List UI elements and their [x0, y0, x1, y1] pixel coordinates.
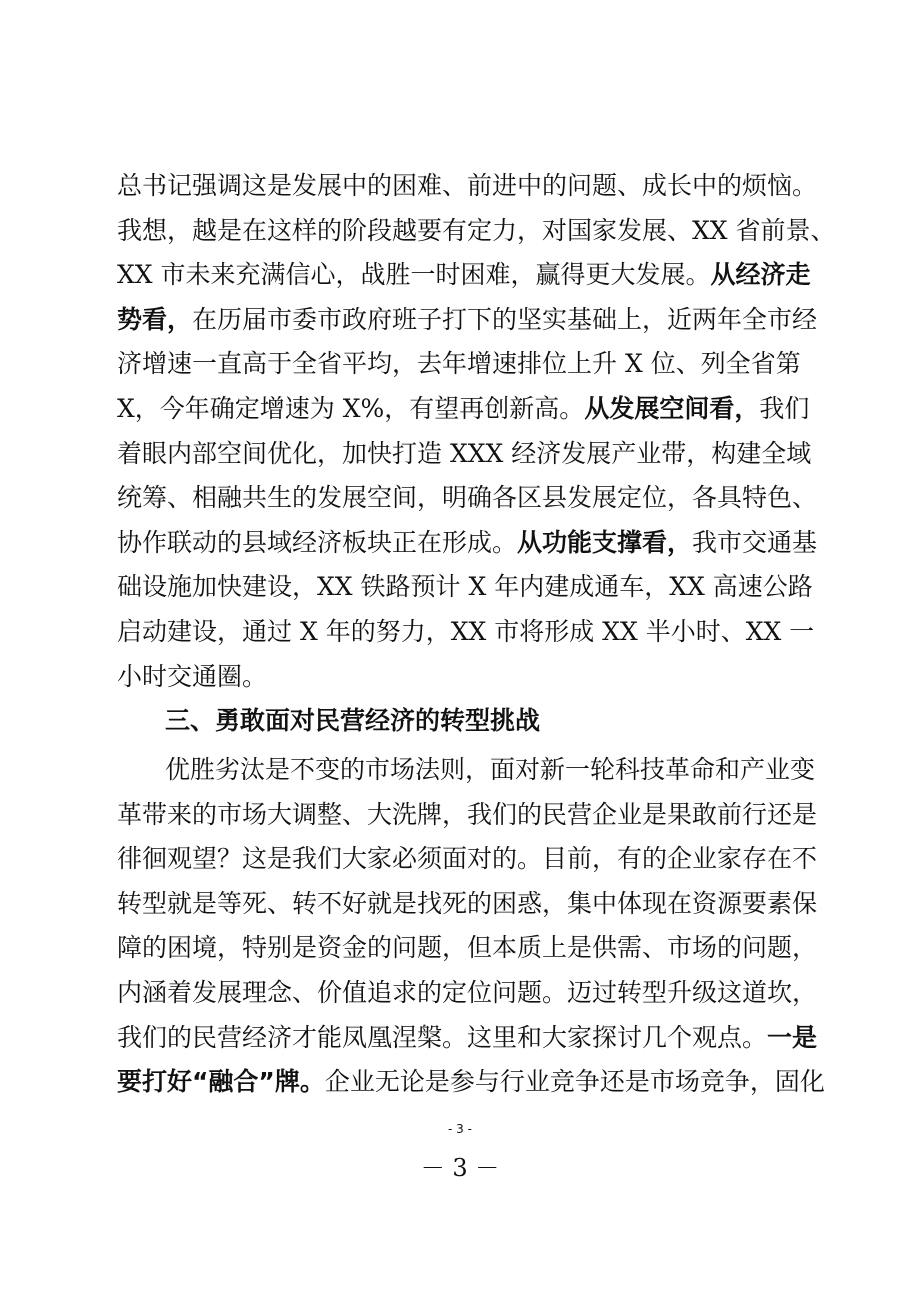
bold-text-segment: 势看， — [117, 304, 193, 334]
text-segment: 革带来的市场大调整、大洗牌，我们的民营企业是果敢前行还是 — [117, 799, 818, 829]
text-segment: 在历届市委市政府班子打下的坚实基础上，近两年全市经 — [192, 304, 818, 334]
text-segment: 启动建设，通过 X 年的努力，XX 市将形成 XX 半小时、XX 一 — [117, 617, 815, 646]
text-line — [117, 213, 836, 249]
text-segment: 济增速一直高于全省平均，去年增速排位上升 X 位、列全省第 — [117, 349, 801, 379]
text-segment: 我们的民营经济才能凤凰涅槃。这里和大家探讨几个观点。 — [117, 1022, 768, 1052]
page-number-large: － 3 － — [420, 1154, 500, 1182]
text-line — [117, 302, 817, 338]
text-segment: 徘徊观望？这是我们大家必须面对的。目前，有的企业家存在不 — [117, 844, 818, 874]
text-segment: 优胜劣汰是不变的市场法则，面对新一轮科技革命和产业变 — [165, 755, 816, 784]
text-line — [117, 525, 817, 561]
text-line — [117, 257, 811, 293]
page-number-small: - 3 - — [448, 1122, 472, 1136]
text-segment: 础设施加快建设，XX 铁路预计 X 年内建成通车，XX 高速公路 — [117, 572, 813, 602]
text-segment: 转型就是等死、转不好就是找死的困惑，集中体现在资源要素保 — [117, 888, 818, 918]
text-segment: 障的困境，特别是资金的问题，但本质上是供需、市场的问题， — [117, 933, 818, 963]
text-line — [165, 752, 815, 788]
bold-text-segment: 从经济走 — [710, 260, 811, 290]
text-segment: 内涵着发展理念、价值追求的定位问题。迈过转型升级这道坎， — [117, 978, 818, 1007]
text-line — [117, 975, 817, 1011]
section-heading: 三、勇敢面对民营经济的转型挑战 — [165, 706, 541, 735]
text-segment: 我想，越是在这样的阶段越要有定力，对国家发展、XX 省前景、 — [117, 215, 836, 245]
text-line — [117, 614, 814, 650]
text-segment: 总书记强调这是发展中的困难、前进中的问题、成长中的烦恼。 — [117, 171, 818, 200]
text-segment: 协作联动的县域经济板块正在形成。 — [117, 527, 518, 557]
text-line — [117, 436, 811, 472]
text-line — [117, 841, 817, 877]
text-line — [117, 480, 817, 516]
text-segment: 着眼内部空间优化，加快打造 XXX 经济发展产业带，构建全域 — [117, 438, 812, 468]
text-line — [117, 391, 809, 427]
text-line — [117, 168, 817, 204]
text-segment: XX 市未来充满信心，战胜一时困难，赢得更大发展。 — [117, 260, 711, 290]
bold-text-segment: 一是 — [767, 1022, 818, 1052]
text-segment: 小时交通圈。 — [117, 661, 268, 691]
text-line — [117, 569, 813, 605]
text-line — [117, 659, 267, 695]
text-line — [117, 886, 817, 922]
text-segment: 我市交通基 — [692, 527, 818, 557]
text-segment: 我们 — [759, 394, 810, 423]
bold-text-segment: 要打好“融合”牌。 — [117, 1067, 325, 1097]
text-line — [117, 346, 801, 382]
text-line — [117, 797, 817, 833]
text-line — [117, 930, 817, 966]
bold-text-segment: 从发展空间看， — [584, 394, 760, 423]
text-segment: 统筹、相融共生的发展空间，明确各区县发展定位，各具特色、 — [117, 483, 818, 513]
text-segment: X，今年确定增速为 X%，有望再创新高。 — [117, 394, 585, 423]
bold-text-segment: 从功能支撑看， — [517, 527, 693, 557]
text-segment: 企业无论是参与行业竞争还是市场竞争，固化 — [324, 1067, 825, 1097]
text-line — [117, 1020, 817, 1056]
text-line — [117, 1064, 825, 1100]
